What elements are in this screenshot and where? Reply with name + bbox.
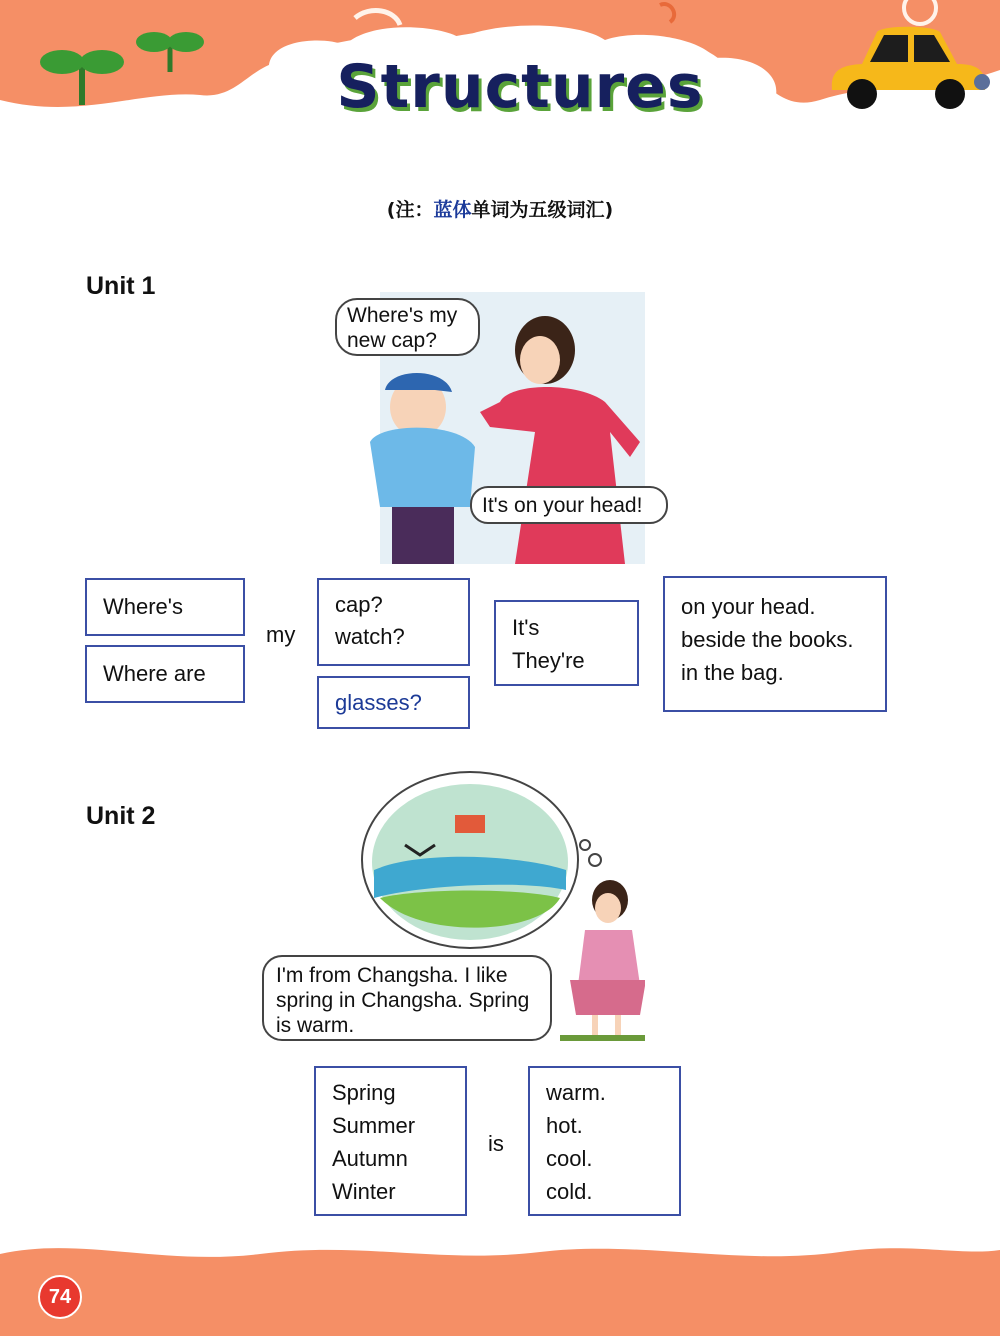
weather-warm: warm. [546, 1080, 606, 1105]
bubble-question-line-2: new cap? [347, 329, 437, 352]
weather-cold: cold. [546, 1179, 593, 1204]
box-seasons [314, 1066, 467, 1216]
season-autumn: Autumn [332, 1146, 408, 1171]
season-winter: Winter [332, 1179, 396, 1204]
box-where-are-text: Where are [103, 661, 206, 686]
speech-bubble-question [335, 298, 480, 356]
box-pronouns [494, 600, 639, 686]
location-head: on your head. [681, 594, 816, 619]
sprout-icon [40, 30, 210, 110]
box-where-are [85, 645, 245, 703]
weather-cool: cool. [546, 1146, 593, 1171]
note-highlight: 蓝体 [433, 199, 472, 221]
item-glasses: glasses? [335, 690, 422, 715]
connector-is: is [488, 1131, 504, 1156]
weather-hot: hot. [546, 1113, 583, 1138]
footer-band [0, 1236, 1000, 1336]
bubble-question-line-1: Where's my [347, 304, 458, 327]
page-number: 74 [38, 1275, 82, 1319]
location-bag: in the bag. [681, 660, 784, 685]
pronoun-theyre: They're [512, 648, 585, 673]
speech-bubble-changsha [262, 955, 552, 1041]
note-open: (注： [386, 199, 434, 221]
connector-my: my [266, 622, 296, 647]
season-summer: Summer [332, 1113, 416, 1138]
pronoun-its: It's [512, 615, 540, 640]
bubble-changsha-line-3: is warm. [276, 1014, 355, 1037]
location-books: beside the books. [681, 627, 854, 652]
item-cap: cap? [335, 592, 383, 617]
box-wheres [85, 578, 245, 636]
note-rest: 单词为五级词汇) [471, 199, 614, 221]
car-icon [822, 20, 1000, 110]
box-wheres-text: Where's [103, 594, 183, 619]
item-watch: watch? [335, 624, 405, 649]
page-title: Structures [336, 52, 704, 122]
bubble-answer-text: It's on your head! [482, 494, 643, 517]
box-glasses [317, 676, 470, 729]
bubble-changsha-line-1: I'm from Changsha. I like [276, 964, 508, 987]
bubble-changsha-line-2: spring in Changsha. Spring [276, 989, 530, 1012]
speech-bubble-answer [470, 486, 668, 524]
box-weather [528, 1066, 681, 1216]
box-items [317, 578, 470, 666]
box-locations [663, 576, 887, 712]
unit-1-heading: Unit 1 [86, 272, 156, 300]
unit-2-heading: Unit 2 [86, 802, 156, 830]
season-spring: Spring [332, 1080, 396, 1105]
vocabulary-note [0, 195, 1000, 222]
